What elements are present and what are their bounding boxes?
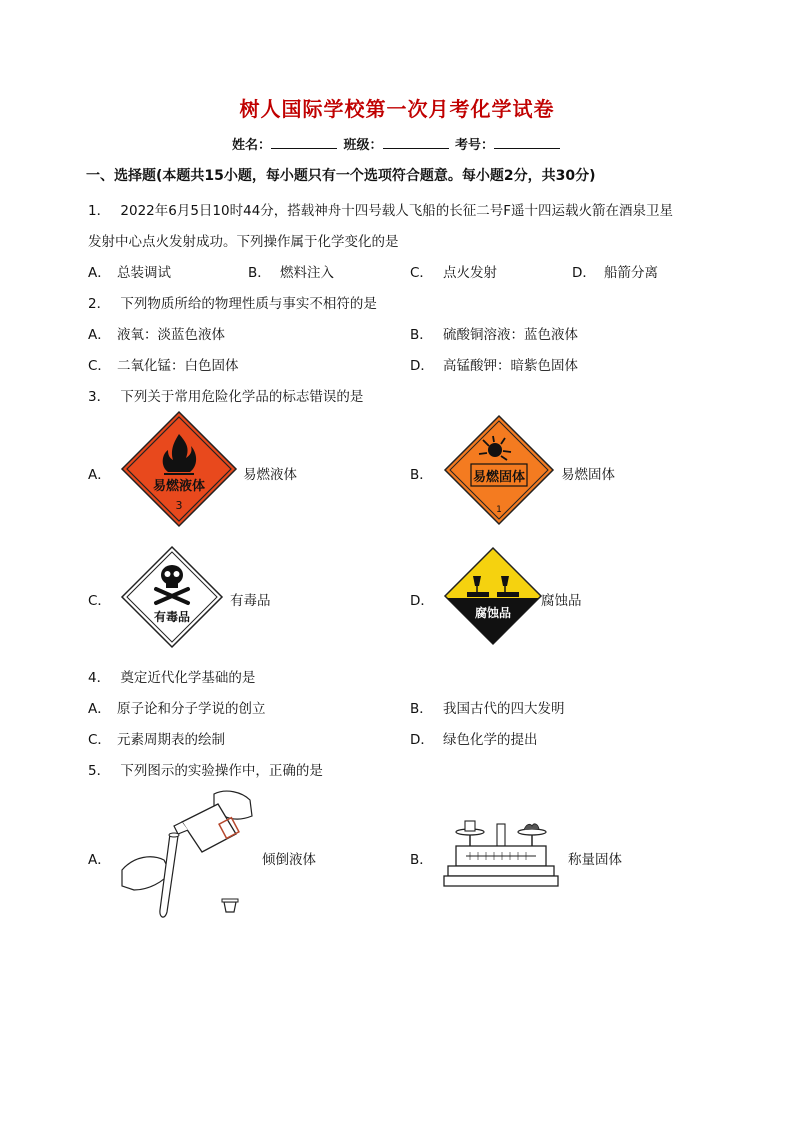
option-text[interactable]: 点火发射 [443,265,497,281]
sign-number: 1 [496,505,502,515]
option-letter: C． [410,265,433,281]
option-text[interactable]: 高锰酸钾：暗紫色固体 [443,358,578,374]
option-letter: D． [410,593,434,609]
option-letter: A． [88,467,111,483]
sign-number: 3 [175,499,183,512]
question-number: 1． [88,203,111,219]
option-text[interactable]: 有毒品 [230,593,271,609]
question-number: 4． [88,670,111,686]
option-letter: C． [88,593,111,609]
option-letter: C． [88,358,111,374]
option-letter: D． [410,358,434,374]
option-letter: A． [88,327,111,343]
option-text[interactable]: 液氧：淡蓝色液体 [117,327,225,343]
name-label: 姓名： [231,138,271,153]
option-letter: D． [410,732,434,748]
question-2 [88,292,377,312]
option-text[interactable]: 易燃固体 [561,467,615,483]
option-text[interactable]: 总装调试 [117,265,171,281]
exam-no-blank[interactable] [494,136,560,149]
option-text[interactable]: 二氧化锰：白色固体 [117,358,239,374]
question-5 [88,759,323,779]
question-text: 下列物质所给的物理性质与事实不相符的是 [120,296,377,312]
section-heading: 一、选择题(本题共15小题，每小题只有一个选项符合题意。每小题2分，共30分) [86,168,596,184]
option-letter: B． [410,701,433,717]
question-1-continued: 发射中心点火发射成功。下列操作属于化学变化的是 [88,234,399,250]
question-number: 2． [88,296,111,312]
option-text[interactable]: 倾倒液体 [262,852,316,868]
pouring-liquid-illustration-icon[interactable] [118,786,258,924]
class-blank[interactable] [383,136,449,149]
sign-label: 有毒品 [153,610,191,624]
option-letter: D． [572,265,596,281]
toxic-sign-icon[interactable] [120,545,224,649]
option-text[interactable]: 我国古代的四大发明 [443,701,565,717]
balance-scale-illustration-icon[interactable] [442,818,560,894]
name-blank[interactable] [271,136,337,149]
option-text[interactable]: 称量固体 [568,852,622,868]
option-letter: A． [88,265,111,281]
option-text[interactable]: 易燃液体 [243,467,297,483]
option-text[interactable]: 原子论和分子学说的创立 [117,701,266,717]
option-letter: A． [88,852,111,868]
option-text[interactable]: 绿色化学的提出 [443,732,538,748]
question-3 [88,385,363,405]
question-text: 下列图示的实验操作中，正确的是 [120,763,323,779]
corrosive-sign-icon[interactable] [443,546,543,646]
option-letter: A． [88,701,111,717]
option-text[interactable]: 腐蚀品 [541,593,582,609]
flammable-solid-sign-icon[interactable] [443,414,555,526]
sign-label: 易燃液体 [152,479,206,494]
question-number: 5． [88,763,111,779]
page-title: 树人国际学校第一次月考化学试卷 [239,97,555,121]
sign-label: 易燃固体 [472,470,526,485]
question-4 [88,666,255,686]
question-text: 下列关于常用危险化学品的标志错误的是 [120,389,364,405]
option-letter: B． [410,467,433,483]
option-letter: B． [410,852,433,868]
option-letter: C． [88,732,111,748]
question-number: 3． [88,389,111,405]
student-info-line [0,134,794,153]
sign-label: 腐蚀品 [474,606,512,620]
option-text[interactable]: 燃料注入 [280,265,334,281]
option-text[interactable]: 元素周期表的绘制 [117,732,225,748]
option-letter: B． [248,265,271,281]
option-text[interactable]: 船箭分离 [604,265,658,281]
flammable-liquid-sign-icon[interactable] [120,410,238,528]
option-letter: B． [410,327,433,343]
option-text[interactable]: 硫酸铜溶液：蓝色液体 [443,327,578,343]
question-text: 2022年6月5日10时44分，搭载神舟十四号载人飞船的长征二号F遥十四运载火箭在酒泉卫星 [120,203,674,219]
exam-no-label: 考号： [455,138,495,153]
question-text: 奠定近代化学基础的是 [120,670,256,686]
question-1 [88,199,673,219]
class-label: 班级： [343,138,383,153]
